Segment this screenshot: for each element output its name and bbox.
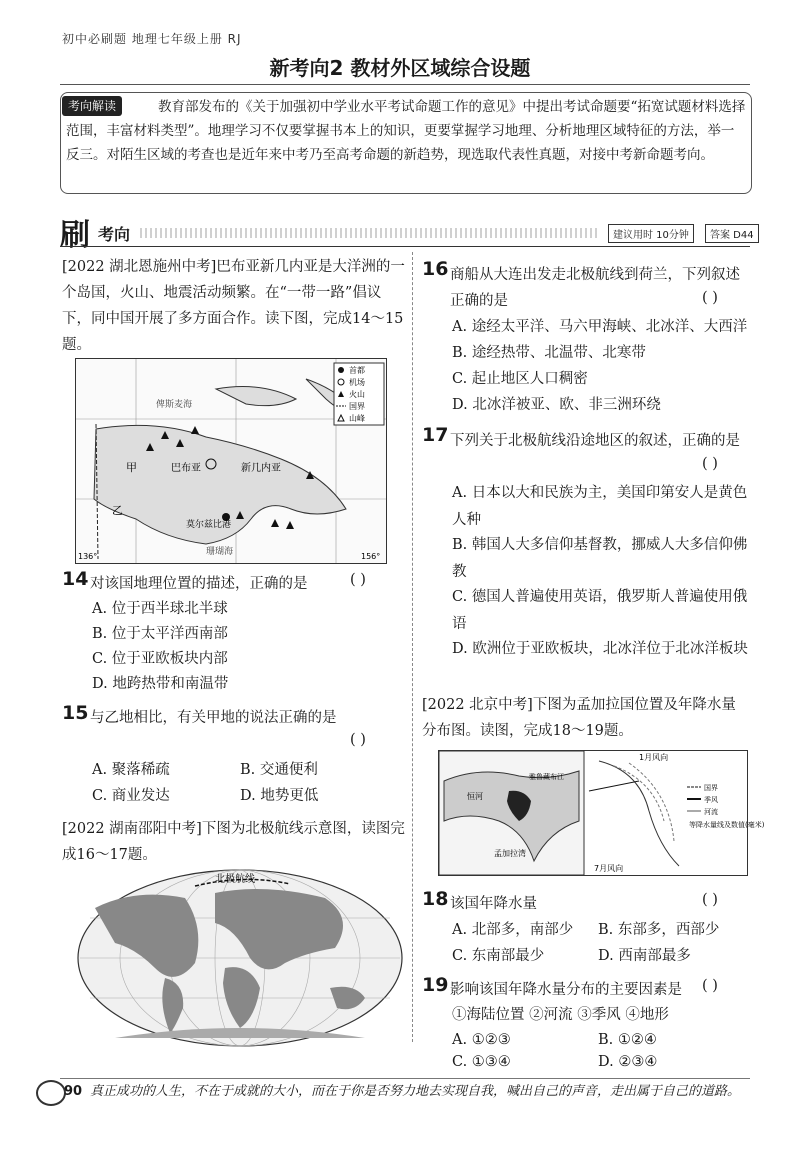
q18-option-d[interactable]: D. 西南部最多	[598, 948, 691, 964]
q18-option-b[interactable]: B. 东部多，西部少	[598, 922, 720, 938]
svg-text:莫尔兹比港: 莫尔兹比港	[186, 520, 232, 530]
q18-option-a[interactable]: A. 北部多，南部少	[452, 922, 574, 938]
q19-answer-blank[interactable]: ( )	[702, 978, 718, 994]
interpretation-text: 教育部发布的《关于加强初中学业水平考试命题工作的意见》中提出考试命题要“拓宽试题材料选择范围，丰富材料类型”。地理学习不仅要掌握书本上的知识，更要掌握学习地理、分析地理区域特征的方法，举一反三。对陌生区域的考查也是近年来中考乃至高考命题的新趋势，现选取代表性真题，对接中考新命题考向。	[66, 99, 746, 163]
intro-18-19: [2022 北京中考]下图为孟加拉国位置及年降水量分布图。读图，完成18～19题。	[422, 697, 736, 739]
q15-stem: 与乙地相比，有关甲地的说法正确的是	[90, 710, 337, 726]
q16-option-c[interactable]: C. 起止地区人口稠密	[452, 371, 588, 387]
q18-answer-blank[interactable]: ( )	[702, 892, 718, 908]
svg-text:北极航线: 北极航线	[215, 874, 255, 885]
decorative-dot-bar	[140, 228, 600, 238]
q14-option-c[interactable]: C. 位于亚欧板块内部	[92, 651, 228, 667]
q14-stem: 对该国地理位置的描述，正确的是	[90, 576, 308, 592]
q14-option-a[interactable]: A. 位于西半球北半球	[92, 601, 228, 617]
svg-text:等降水量线及数值(毫米): 等降水量线及数值(毫米)	[689, 821, 765, 829]
q17-option-a[interactable]: A. 日本以大和民族为主，美国印第安人是黄色人种	[452, 485, 748, 528]
footer-divider	[60, 1078, 750, 1079]
footer-motto: 真正成功的人生，不在于成就的大小，而在于你是否努力地去实现自我，喊出自己的声音，走出属于自己的道路。	[90, 1084, 741, 1099]
svg-text:甲: 甲	[126, 461, 137, 474]
q16-option-d[interactable]: D. 北冰洋被亚、欧、非三洲环绕	[452, 397, 661, 413]
q19-option-b[interactable]: B. ①②④	[598, 1032, 657, 1048]
q19-option-d[interactable]: D. ②③④	[598, 1054, 658, 1070]
q14-answer-blank[interactable]: ( )	[350, 572, 366, 588]
page-number: 90	[64, 1084, 83, 1099]
section-label: 考向	[98, 225, 131, 244]
svg-text:俾斯麦海: 俾斯麦海	[156, 400, 193, 410]
q19-option-a[interactable]: A. ①②③	[452, 1032, 511, 1048]
q15-option-d[interactable]: D. 地势更低	[240, 788, 319, 804]
q19-number: 19	[422, 974, 449, 996]
bangladesh-map	[438, 750, 765, 876]
svg-text:机场: 机场	[349, 378, 365, 387]
q19-statements: ①海陆位置 ②河流 ③季风 ④地形	[452, 1007, 669, 1023]
q17-stem: 下列关于北极航线沿途地区的叙述，正确的是	[450, 433, 740, 449]
q16-stem: 商船从大连出发走北极航线到荷兰，下列叙述正确的是	[450, 267, 740, 309]
svg-text:7月风向: 7月风向	[594, 864, 624, 873]
svg-text:雅鲁藏布江: 雅鲁藏布江	[529, 773, 564, 781]
section-divider	[60, 246, 750, 247]
svg-text:季风: 季风	[704, 796, 718, 804]
q18-number: 18	[422, 888, 449, 910]
q19-option-c[interactable]: C. ①③④	[452, 1054, 511, 1070]
svg-text:乙: 乙	[112, 504, 123, 517]
svg-text:国界: 国界	[704, 784, 718, 792]
q19-stem: 影响该国年降水量分布的主要因素是	[450, 982, 682, 998]
q17-option-b[interactable]: B. 韩国人大多信仰基督教，挪威人大多信仰佛教	[452, 537, 748, 580]
q14-option-d[interactable]: D. 地跨热带和南温带	[92, 676, 229, 692]
section-mark: 刷	[60, 218, 90, 253]
column-separator	[412, 252, 413, 1042]
svg-text:火山: 火山	[349, 390, 365, 399]
svg-text:孟加拉湾: 孟加拉湾	[494, 849, 526, 858]
svg-text:山峰: 山峰	[349, 414, 365, 423]
q17-option-c[interactable]: C. 德国人普遍使用英语，俄罗斯人普遍使用俄语	[452, 589, 748, 632]
svg-text:1月风向: 1月风向	[639, 753, 669, 762]
svg-text:恒河: 恒河	[467, 792, 483, 801]
svg-text:巴布亚: 巴布亚	[171, 463, 201, 474]
intro-16-17: [2022 湖南邵阳中考]下图为北极航线示意图，读图完成16～17题。	[62, 821, 405, 863]
page-title: 新考向2 教材外区域综合设题	[269, 56, 531, 80]
q17-option-d[interactable]: D. 欧洲位于亚欧板块，北冰洋位于北冰洋板块	[452, 641, 748, 657]
svg-text:新几内亚: 新几内亚	[241, 463, 281, 474]
q17-number: 17	[422, 424, 449, 446]
svg-text:首都: 首都	[349, 366, 365, 375]
q15-option-c[interactable]: C. 商业发达	[92, 788, 170, 804]
q15-number: 15	[62, 702, 89, 724]
intro-14-15: [2022 湖北恩施州中考]巴布亚新几内亚是大洋洲的一个岛国，火山、地震活动频繁。在“一带一路”倡议下，同中国开展了多方面合作。读下图，完成14～15题。	[62, 259, 405, 353]
q17-answer-blank[interactable]: ( )	[702, 456, 718, 472]
svg-text:156°: 156°	[361, 552, 381, 561]
png-map	[75, 358, 387, 564]
title-divider	[60, 84, 750, 85]
q14-number: 14	[62, 568, 89, 590]
q18-stem: 该国年降水量	[450, 896, 537, 912]
q16-number: 16	[422, 258, 449, 280]
q15-answer-blank[interactable]: ( )	[350, 732, 366, 748]
footer-logo-icon	[36, 1080, 66, 1106]
q14-option-b[interactable]: B. 位于太平洋西南部	[92, 626, 228, 642]
svg-text:136°: 136°	[78, 552, 98, 561]
interpretation-tag: 考向解读	[62, 96, 122, 116]
book-series: 初中必刷题 地理七年级上册 RJ	[62, 32, 242, 46]
q16-option-b[interactable]: B. 途经热带、北温带、北寒带	[452, 345, 646, 361]
q15-option-b[interactable]: B. 交通便利	[240, 762, 318, 778]
q16-option-a[interactable]: A. 途经太平洋、马六甲海峡、北冰洋、大西洋	[452, 319, 748, 335]
svg-text:珊瑚海: 珊瑚海	[206, 547, 234, 557]
q15-option-a[interactable]: A. 聚落稀疏	[92, 762, 170, 778]
svg-text:河流: 河流	[704, 808, 718, 816]
q16-answer-blank[interactable]: ( )	[702, 290, 718, 306]
svg-text:国界: 国界	[349, 402, 365, 411]
time-badge: 建议用时 10分钟	[608, 224, 694, 243]
answer-badge: 答案 D44	[705, 224, 759, 243]
q18-option-c[interactable]: C. 东南部最少	[452, 948, 545, 964]
arctic-route-map	[75, 868, 405, 1048]
